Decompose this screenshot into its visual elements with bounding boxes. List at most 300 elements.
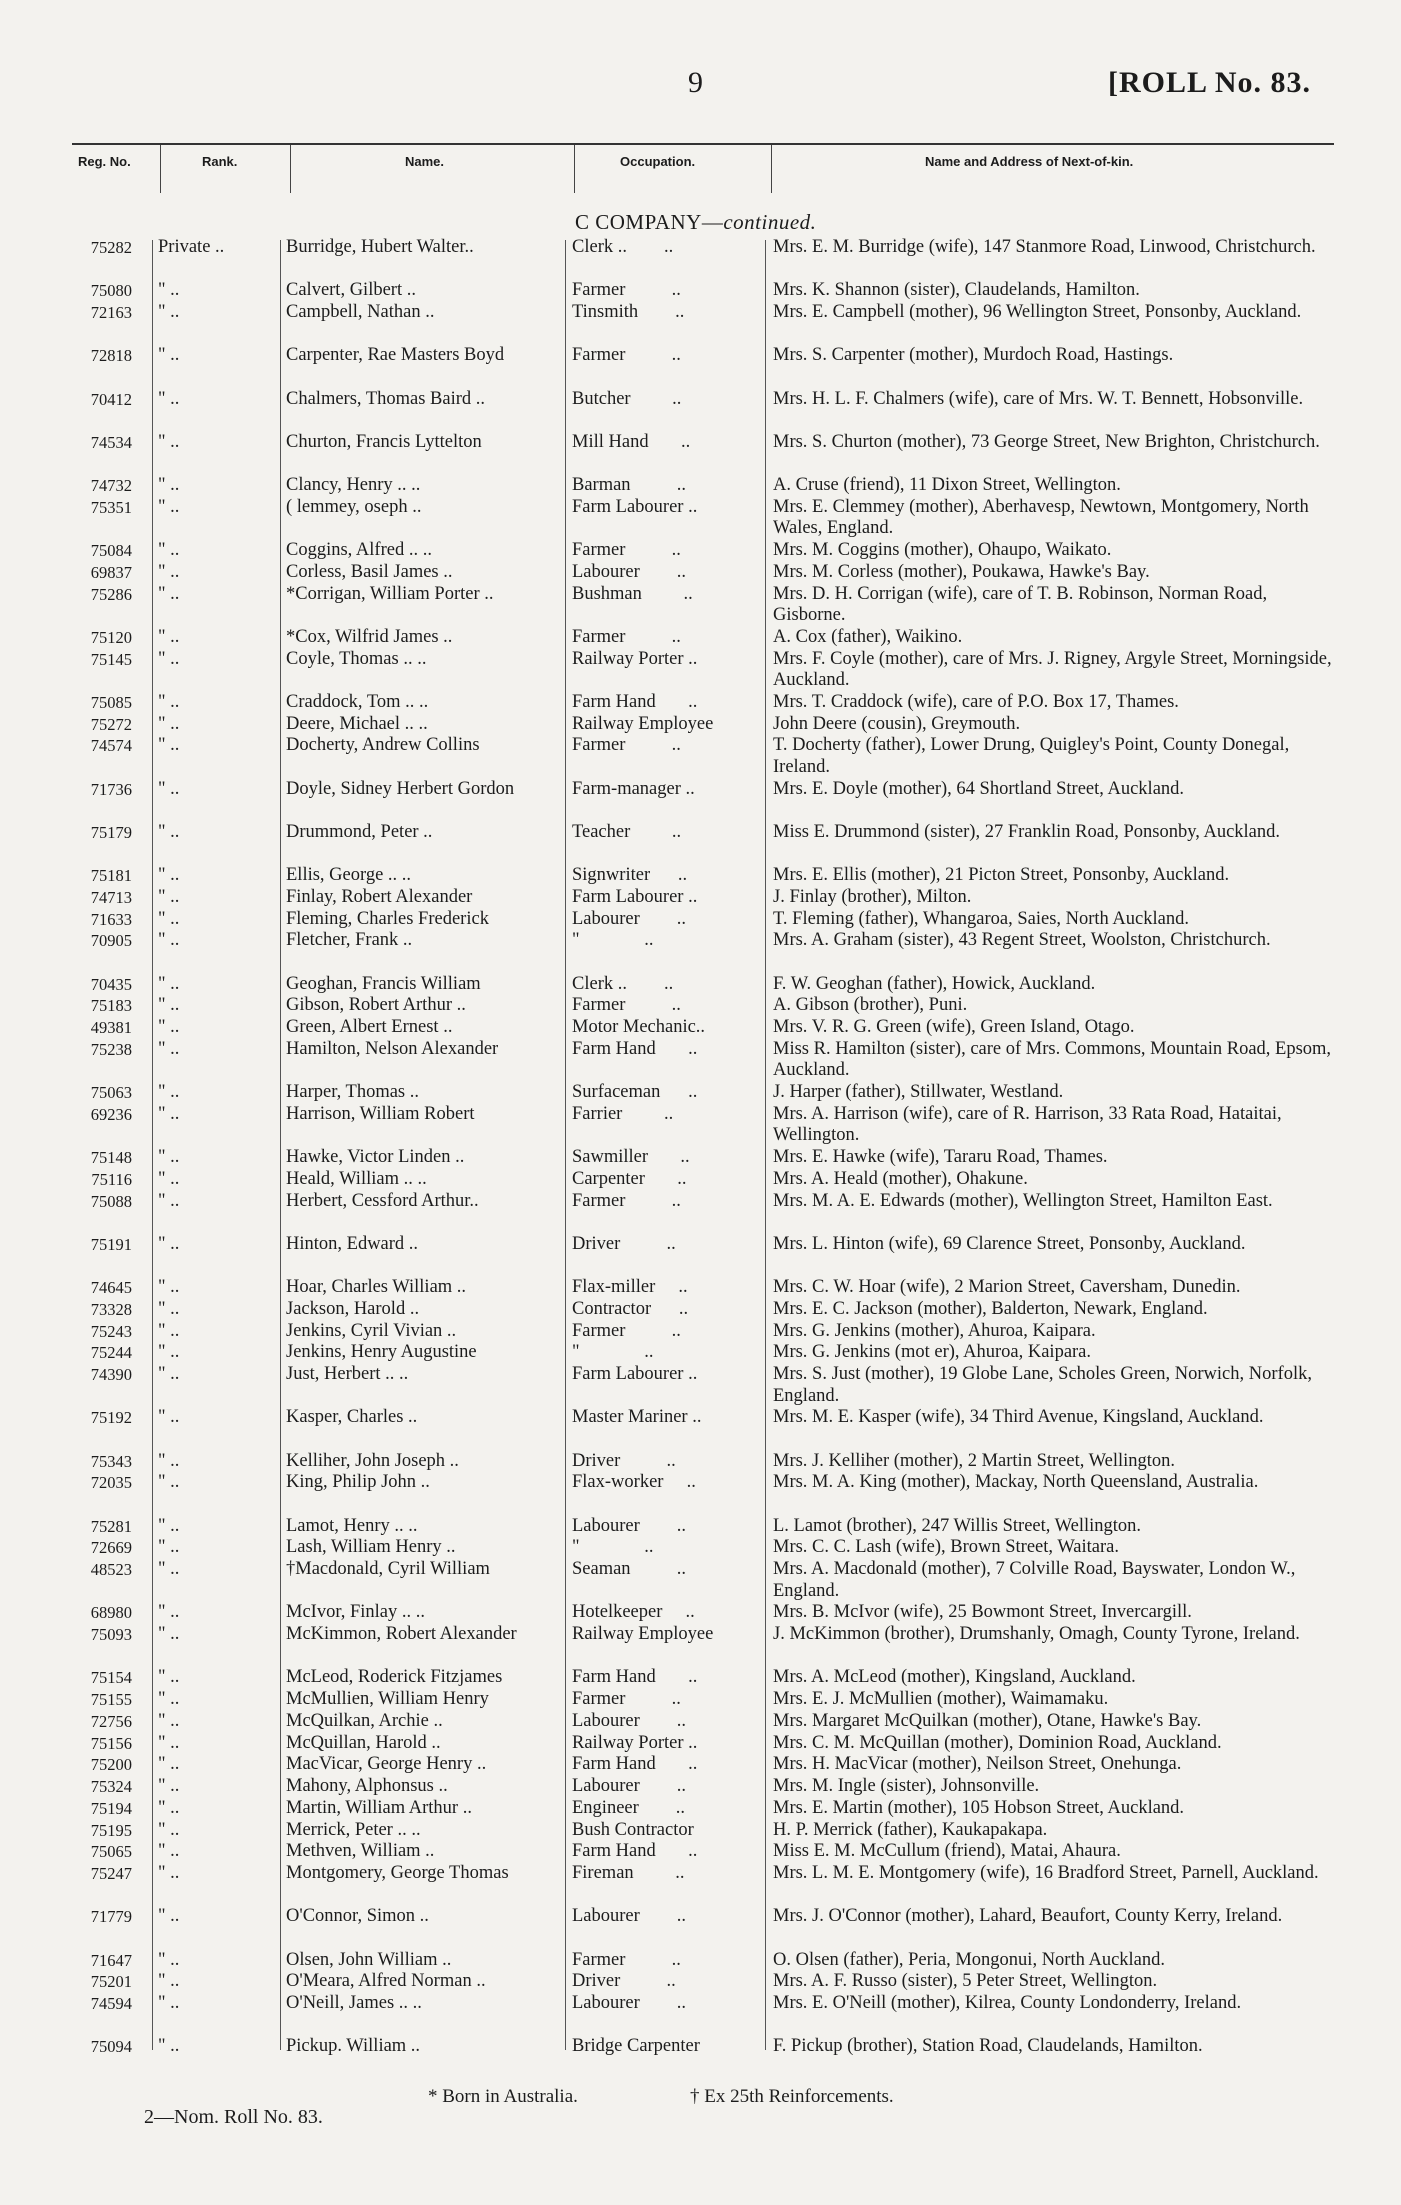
reg-no-cell: 75120	[90, 627, 132, 647]
reg-no-cell: 74732	[90, 476, 132, 495]
table-row	[0, 1277, 1401, 1299]
rank-cell: " ..	[158, 1732, 180, 1753]
occupation-cell: Labourer ..	[572, 1776, 687, 1796]
next-of-kin-cell: A. Gibson (brother), Puni.	[773, 995, 968, 1016]
occupation-cell: Fireman ..	[572, 1863, 685, 1883]
rank-cell: " ..	[158, 930, 180, 951]
reg-no-cell: 75244	[90, 1343, 132, 1363]
table-row	[0, 735, 1401, 778]
next-of-kin-cell: Mrs. A. Graham (sister), 43 Regent Street, Woolston, Christchurch.	[773, 930, 1271, 951]
reg-no-cell: 75272	[90, 714, 132, 734]
rank-cell: " ..	[158, 1906, 180, 1927]
next-of-kin-cell: Mrs. E. J. McMullien (mother), Waimamaku.	[773, 1689, 1109, 1709]
reg-no-cell: 74534	[90, 432, 132, 452]
rank-cell: " ..	[158, 280, 180, 301]
table-row	[0, 1147, 1401, 1169]
name-cell: Carpenter, Rae Masters Boyd	[286, 345, 505, 366]
occupation-cell: Clerk .. ..	[572, 973, 674, 994]
name-cell: Coyle, Thomas .. ..	[286, 648, 427, 669]
occupation-cell: Surfaceman ..	[572, 1082, 698, 1102]
table-row	[0, 1039, 1401, 1082]
occupation-cell: Hotelkeeper ..	[572, 1602, 695, 1623]
occupation-cell: Farmer ..	[572, 1689, 681, 1709]
reg-no-cell: 74390	[90, 1365, 132, 1384]
next-of-kin-cell: Mrs. J. Kelliher (mother), 2 Martin Street, Wellington.	[773, 1450, 1176, 1471]
name-cell: McMullien, William Henry	[286, 1689, 489, 1709]
reg-no-cell: 75183	[90, 996, 132, 1016]
table-row	[0, 389, 1401, 432]
rank-cell: " ..	[158, 1776, 180, 1796]
reg-no-cell: 71779	[90, 1907, 132, 1927]
rank-cell: " ..	[158, 1949, 180, 1970]
next-of-kin-cell: J. Harper (father), Stillwater, Westland.	[773, 1082, 1064, 1102]
rank-cell: " ..	[158, 1190, 180, 1211]
next-of-kin-cell: Mrs. G. Jenkins (mot er), Ahuroa, Kaipara.	[773, 1342, 1092, 1363]
next-of-kin-cell: Mrs. L. Hinton (wife), 69 Clarence Street, Ponsonby, Auckland.	[773, 1233, 1246, 1254]
table-row	[0, 1516, 1401, 1538]
occupation-cell: Farm Labourer ..	[572, 886, 698, 907]
occupation-cell: Barman ..	[572, 475, 687, 495]
next-of-kin-cell: Miss R. Hamilton (sister), care of Mrs. Commons, Mountain Road, Epsom, Auckland.	[773, 1038, 1332, 1081]
table-row	[0, 1191, 1401, 1234]
next-of-kin-cell: Mrs. M. A. King (mother), Mackay, North Queensland, Australia.	[773, 1472, 1259, 1493]
rank-cell: " ..	[158, 1277, 180, 1297]
occupation-cell: Railway Porter ..	[572, 1732, 698, 1753]
header-divider	[574, 145, 575, 193]
next-of-kin-cell: Mrs. C. M. McQuillan (mother), Dominion Road, Auckland.	[773, 1732, 1222, 1753]
occupation-cell: " ..	[572, 1537, 654, 1558]
rank-cell: " ..	[158, 388, 180, 409]
name-cell: Green, Albert Ernest ..	[286, 1017, 453, 1037]
occupation-cell: Clerk .. ..	[572, 237, 674, 257]
table-row	[0, 887, 1401, 909]
name-cell: Doyle, Sidney Herbert Gordon	[286, 778, 515, 799]
next-of-kin-cell: J. Finlay (brother), Milton.	[773, 886, 972, 907]
reg-no-cell: 70905	[90, 931, 132, 951]
table-row	[0, 345, 1401, 388]
table-row	[0, 714, 1401, 736]
table-row	[0, 1169, 1401, 1191]
reg-no-cell: 71633	[90, 909, 132, 929]
table-row	[0, 1407, 1401, 1450]
table-row	[0, 2036, 1401, 2058]
name-cell: *Cox, Wilfrid James ..	[286, 626, 453, 647]
rank-cell: " ..	[158, 865, 180, 885]
reg-no-cell: 75194	[90, 1798, 132, 1818]
reg-no-cell: 75093	[90, 1625, 132, 1644]
name-cell: Campbell, Nathan ..	[286, 302, 435, 322]
name-cell: MacVicar, George Henry ..	[286, 1754, 487, 1775]
name-cell: Olsen, John William ..	[286, 1949, 452, 1970]
footnote-born-australia: * Born in Australia.	[428, 2086, 578, 2107]
name-cell: Hinton, Edward ..	[286, 1233, 419, 1254]
next-of-kin-cell: F. Pickup (brother), Station Road, Claudelands, Hamilton.	[773, 2036, 1203, 2057]
name-cell: Churton, Francis Lyttelton	[286, 431, 482, 452]
reg-no-cell: 75063	[90, 1083, 132, 1102]
rank-cell: " ..	[158, 1342, 180, 1363]
name-cell: Chalmers, Thomas Baird ..	[286, 388, 486, 409]
occupation-cell: Labourer ..	[572, 1515, 687, 1536]
table-row	[0, 1082, 1401, 1104]
rank-cell: " ..	[158, 1472, 180, 1493]
table-row	[0, 1624, 1401, 1667]
name-cell: Jenkins, Cyril Vivian ..	[286, 1320, 457, 1341]
rank-cell: " ..	[158, 1624, 180, 1644]
occupation-cell: Farm Labourer ..	[572, 496, 698, 517]
occupation-cell: Farmer ..	[572, 345, 681, 366]
name-cell: McQuillan, Harold ..	[286, 1732, 441, 1753]
next-of-kin-cell: O. Olsen (father), Peria, Mongonui, North Auckland.	[773, 1949, 1166, 1970]
rank-cell: " ..	[158, 626, 180, 647]
table-row	[0, 692, 1401, 714]
header-divider	[290, 145, 291, 193]
name-cell: Coggins, Alfred .. ..	[286, 540, 432, 560]
name-cell: Clancy, Henry .. ..	[286, 475, 421, 495]
next-of-kin-cell: Miss E. M. McCullum (friend), Matai, Ahaura.	[773, 1841, 1121, 1862]
table-row	[0, 1104, 1401, 1147]
reg-no-cell: 75154	[90, 1668, 132, 1688]
name-cell: McLeod, Roderick Fitzjames	[286, 1667, 503, 1688]
next-of-kin-cell: Mrs. A. McLeod (mother), Kingsland, Auckland.	[773, 1667, 1136, 1688]
reg-no-cell: 71647	[90, 1950, 132, 1970]
reg-no-cell: 75084	[90, 541, 132, 560]
next-of-kin-cell: Mrs. B. McIvor (wife), 25 Bowmont Street, Invercargill.	[773, 1602, 1192, 1623]
name-cell: O'Neill, James .. ..	[286, 1993, 422, 2013]
occupation-cell: Farm Hand ..	[572, 1667, 698, 1688]
name-cell: Calvert, Gilbert ..	[286, 280, 416, 301]
name-cell: Lamot, Henry .. ..	[286, 1515, 418, 1536]
rank-cell: " ..	[158, 1147, 180, 1167]
next-of-kin-cell: F. W. Geoghan (father), Howick, Auckland.	[773, 973, 1096, 994]
name-cell: McQuilkan, Archie ..	[286, 1710, 443, 1731]
next-of-kin-cell: Mrs. E. Hawke (wife), Tararu Road, Thames.	[773, 1147, 1108, 1167]
occupation-cell: Farm Hand ..	[572, 691, 698, 712]
table-row	[0, 1711, 1401, 1733]
next-of-kin-cell: Mrs. S. Just (mother), 19 Globe Lane, Scholes Green, Norwich, Norfolk, England.	[773, 1364, 1312, 1406]
roll-reference: [ROLL No. 83.	[1108, 66, 1312, 99]
name-cell: Craddock, Tom .. ..	[286, 691, 429, 712]
next-of-kin-cell: Mrs. H. L. F. Chalmers (wife), care of Mrs. W. T. Bennett, Hobsonville.	[773, 388, 1304, 409]
rank-cell: " ..	[158, 1450, 180, 1471]
occupation-cell: Bush Contractor	[572, 1819, 694, 1840]
table-row	[0, 432, 1401, 475]
occupation-cell: Railway Porter ..	[572, 648, 698, 669]
reg-no-cell: 75324	[90, 1777, 132, 1796]
next-of-kin-cell: Mrs. E. Campbell (mother), 96 Wellington Street, Ponsonby, Auckland.	[773, 302, 1302, 322]
header-occupation: Occupation.	[620, 154, 696, 169]
next-of-kin-cell: Mrs. E. O'Neill (mother), Kilrea, County Londonderry, Ireland.	[773, 1993, 1242, 2013]
occupation-cell: Railway Employee	[572, 1624, 714, 1644]
next-of-kin-cell: Mrs. K. Shannon (sister), Claudelands, Hamilton.	[773, 280, 1140, 301]
reg-no-cell: 74594	[90, 1994, 132, 2013]
section-title	[575, 210, 816, 235]
name-cell: Fleming, Charles Frederick	[286, 908, 489, 929]
rank-cell: " ..	[158, 583, 180, 604]
occupation-cell: Farmer ..	[572, 1949, 681, 1970]
name-cell: Herbert, Cessford Arthur..	[286, 1190, 479, 1211]
occupation-cell: Tinsmith ..	[572, 302, 685, 322]
reg-no-cell: 75201	[90, 1972, 132, 1992]
name-cell: O'Connor, Simon ..	[286, 1906, 429, 1927]
rank-cell: " ..	[158, 1754, 180, 1775]
table-row	[0, 280, 1401, 302]
reg-no-cell: 71736	[90, 779, 132, 799]
rank-cell: " ..	[158, 540, 180, 560]
name-cell: Methven, William ..	[286, 1841, 435, 1862]
table-row	[0, 909, 1401, 931]
rank-cell: " ..	[158, 1298, 180, 1319]
next-of-kin-cell: Mrs. G. Jenkins (mother), Ahuroa, Kaipara.	[773, 1320, 1096, 1341]
table-row	[0, 562, 1401, 584]
table-row	[0, 497, 1401, 540]
occupation-cell: Farmer ..	[572, 995, 681, 1016]
occupation-cell: Railway Employee	[572, 713, 714, 734]
table-row	[0, 1841, 1401, 1863]
table-row	[0, 1364, 1401, 1407]
rank-cell: " ..	[158, 1537, 180, 1558]
reg-no-cell: 75181	[90, 866, 132, 885]
rank-cell: " ..	[158, 735, 180, 756]
reg-no-cell: 68980	[90, 1603, 132, 1623]
reg-no-cell: 49381	[90, 1018, 132, 1037]
next-of-kin-cell: J. McKimmon (brother), Drumshanly, Omagh, County Tyrone, Ireland.	[773, 1624, 1300, 1644]
rank-cell: " ..	[158, 1017, 180, 1037]
name-cell: McIvor, Finlay .. ..	[286, 1602, 426, 1623]
occupation-cell: Labourer ..	[572, 908, 687, 929]
table-row	[0, 1906, 1401, 1949]
name-cell: Finlay, Robert Alexander	[286, 886, 473, 907]
next-of-kin-cell: T. Fleming (father), Whangaroa, Saies, North Auckland.	[773, 908, 1189, 929]
table-row	[0, 995, 1401, 1017]
next-of-kin-cell: Mrs. E. Martin (mother), 105 Hobson Street, Auckland.	[773, 1797, 1185, 1818]
next-of-kin-cell: H. P. Merrick (father), Kaukapakapa.	[773, 1819, 1048, 1840]
occupation-cell: Labourer ..	[572, 1906, 687, 1927]
table-row	[0, 865, 1401, 887]
rank-cell: " ..	[158, 908, 180, 929]
occupation-cell: Sawmiller ..	[572, 1147, 690, 1167]
rank-cell: " ..	[158, 1407, 180, 1428]
table-row	[0, 974, 1401, 996]
table-row	[0, 649, 1401, 692]
table-row	[0, 1820, 1401, 1842]
next-of-kin-cell: Mrs. M. Coggins (mother), Ohaupo, Waikato.	[773, 540, 1112, 560]
reg-no-cell: 75286	[90, 584, 132, 604]
rank-cell: " ..	[158, 475, 180, 495]
name-cell: Kelliher, John Joseph ..	[286, 1450, 459, 1471]
next-of-kin-cell: Mrs. E. Ellis (mother), 21 Picton Street, Ponsonby, Auckland.	[773, 865, 1230, 885]
reg-no-cell: 75145	[90, 649, 132, 669]
name-cell: Gibson, Robert Arthur ..	[286, 995, 466, 1016]
occupation-cell: Farmer ..	[572, 1190, 681, 1211]
next-of-kin-cell: A. Cox (father), Waikino.	[773, 626, 963, 647]
occupation-cell: Flax-miller ..	[572, 1277, 688, 1297]
next-of-kin-cell: Mrs. M. E. Kasper (wife), 34 Third Avenue, Kingsland, Auckland.	[773, 1407, 1264, 1428]
header-divider	[771, 145, 772, 193]
occupation-cell: Butcher ..	[572, 388, 682, 409]
nominal-roll-number: 2—Nom. Roll No. 83.	[144, 2106, 323, 2128]
occupation-cell: Farm-manager ..	[572, 778, 695, 799]
occupation-cell: Driver ..	[572, 1233, 676, 1254]
reg-no-cell: 75282	[90, 238, 132, 257]
reg-no-cell: 75065	[90, 1842, 132, 1862]
occupation-cell: Teacher ..	[572, 821, 682, 842]
name-cell: Corless, Basil James ..	[286, 561, 453, 582]
table-row	[0, 1342, 1401, 1364]
table-row	[0, 1017, 1401, 1039]
reg-no-cell: 75281	[90, 1516, 132, 1536]
occupation-cell: Labourer ..	[572, 561, 687, 582]
rank-cell: " ..	[158, 1689, 180, 1709]
name-cell: Hawke, Victor Linden ..	[286, 1147, 465, 1167]
reg-no-cell: 75243	[90, 1321, 132, 1341]
table-row	[0, 1689, 1401, 1711]
occupation-cell: Farmer ..	[572, 626, 681, 647]
table-row	[0, 1472, 1401, 1515]
next-of-kin-cell: Mrs. F. Coyle (mother), care of Mrs. J. Rigney, Argyle Street, Morningside, Auckland.	[773, 648, 1332, 690]
table-row	[0, 302, 1401, 345]
name-cell: Just, Herbert .. ..	[286, 1364, 409, 1384]
company-name: C COMPANY—	[575, 210, 724, 234]
name-cell: Harrison, William Robert	[286, 1103, 475, 1124]
continued-label: continued.	[723, 210, 817, 234]
name-cell: Harper, Thomas ..	[286, 1082, 420, 1102]
rank-cell: " ..	[158, 496, 180, 517]
occupation-cell: Farrier ..	[572, 1103, 674, 1124]
next-of-kin-cell: T. Docherty (father), Lower Drung, Quigley's Point, County Donegal, Ireland.	[773, 735, 1290, 777]
table-row	[0, 1451, 1401, 1473]
name-cell: Hamilton, Nelson Alexander	[286, 1038, 499, 1059]
occupation-cell: Labourer ..	[572, 1710, 687, 1731]
table-row	[0, 1754, 1401, 1776]
table-row	[0, 475, 1401, 497]
reg-no-cell: 75179	[90, 822, 132, 842]
next-of-kin-cell: Mrs. A. Heald (mother), Ohakune.	[773, 1168, 1028, 1189]
reg-no-cell: 70412	[90, 389, 132, 409]
name-cell: Deere, Michael .. ..	[286, 713, 428, 734]
table-row	[0, 1299, 1401, 1321]
occupation-cell: Carpenter ..	[572, 1168, 687, 1189]
reg-no-cell: 74713	[90, 887, 132, 907]
name-cell: Geoghan, Francis William	[286, 973, 481, 994]
next-of-kin-cell: Mrs. E. Doyle (mother), 64 Shortland Street, Auckland.	[773, 778, 1185, 799]
rank-cell: " ..	[158, 691, 180, 712]
rank-cell: " ..	[158, 778, 180, 799]
rank-cell: " ..	[158, 561, 180, 582]
reg-no-cell: 74645	[90, 1278, 132, 1297]
rank-cell: " ..	[158, 713, 180, 734]
rank-cell: " ..	[158, 1320, 180, 1341]
name-cell: Montgomery, George Thomas	[286, 1863, 509, 1883]
header-rank: Rank.	[202, 154, 238, 169]
reg-no-cell: 72163	[90, 303, 132, 322]
table-row	[0, 1798, 1401, 1820]
next-of-kin-cell: Mrs. T. Craddock (wife), care of P.O. Box 17, Thames.	[773, 691, 1179, 712]
reg-no-cell: 75192	[90, 1408, 132, 1428]
next-of-kin-cell: Mrs. S. Carpenter (mother), Murdoch Road, Hastings.	[773, 345, 1174, 366]
occupation-cell: Farmer ..	[572, 735, 681, 756]
reg-no-cell: 75116	[91, 1169, 132, 1189]
occupation-cell: " ..	[572, 930, 654, 951]
next-of-kin-cell: Mrs. C. W. Hoar (wife), 2 Marion Street, Caversham, Dunedin.	[773, 1277, 1241, 1297]
occupation-cell: Labourer ..	[572, 1993, 687, 2013]
next-of-kin-cell: Mrs. A. Macdonald (mother), 7 Colville Road, Bayswater, London W., England.	[773, 1559, 1296, 1601]
reg-no-cell: 73328	[90, 1299, 132, 1319]
reg-no-cell: 75238	[90, 1039, 132, 1059]
rank-cell: " ..	[158, 1863, 180, 1883]
name-cell: Kasper, Charles ..	[286, 1407, 418, 1428]
header-rule	[72, 143, 1334, 145]
occupation-cell: Bushman ..	[572, 583, 693, 604]
rank-cell: " ..	[158, 431, 180, 452]
next-of-kin-cell: L. Lamot (brother), 247 Willis Street, Wellington.	[773, 1515, 1142, 1536]
name-cell: ( lemmey, oseph ..	[286, 496, 422, 517]
table-row	[0, 822, 1401, 865]
next-of-kin-cell: Mrs. C. C. Lash (wife), Brown Street, Waitara.	[773, 1537, 1119, 1558]
rank-cell: " ..	[158, 1602, 180, 1623]
table-row	[0, 1537, 1401, 1559]
occupation-cell: Seaman ..	[572, 1559, 687, 1579]
name-cell: Docherty, Andrew Collins	[286, 735, 480, 756]
occupation-cell: Engineer ..	[572, 1797, 686, 1818]
name-cell: Lash, William Henry ..	[286, 1537, 456, 1558]
rank-cell: Private ..	[158, 237, 225, 257]
name-cell: Heald, William .. ..	[286, 1168, 427, 1189]
next-of-kin-cell: Mrs. A. F. Russo (sister), 5 Peter Street, Wellington.	[773, 1971, 1158, 1992]
rank-cell: " ..	[158, 1168, 180, 1189]
rank-cell: " ..	[158, 1841, 180, 1862]
reg-no-cell: 72818	[90, 346, 132, 366]
rank-cell: " ..	[158, 995, 180, 1016]
rank-cell: " ..	[158, 1082, 180, 1102]
next-of-kin-cell: Mrs. A. Harrison (wife), care of R. Harrison, 33 Rata Road, Hataitai, Wellington.	[773, 1103, 1282, 1146]
page-number: 9	[688, 66, 703, 99]
header-reg-no: Reg. No.	[78, 154, 131, 169]
name-cell: Jenkins, Henry Augustine	[286, 1342, 477, 1363]
table-row	[0, 237, 1401, 280]
next-of-kin-cell: Miss E. Drummond (sister), 27 Franklin Road, Ponsonby, Auckland.	[773, 821, 1281, 842]
next-of-kin-cell: Mrs. S. Churton (mother), 73 George Street, New Brighton, Christchurch.	[773, 431, 1320, 452]
rank-cell: " ..	[158, 1993, 180, 2013]
occupation-cell: Farm Labourer ..	[572, 1364, 698, 1384]
name-cell: O'Meara, Alfred Norman ..	[286, 1971, 486, 1992]
rank-cell: " ..	[158, 302, 180, 322]
occupation-cell: Bridge Carpenter	[572, 2036, 700, 2057]
next-of-kin-cell: Mrs. M. A. E. Edwards (mother), Wellington Street, Hamilton East.	[773, 1190, 1273, 1211]
header-divider	[160, 145, 161, 193]
name-cell: Merrick, Peter .. ..	[286, 1819, 421, 1840]
reg-no-cell: 72035	[90, 1473, 132, 1493]
reg-no-cell: 75351	[90, 497, 132, 517]
occupation-cell: Mill Hand ..	[572, 431, 691, 452]
reg-no-cell: 75080	[90, 281, 132, 301]
occupation-cell: Farmer ..	[572, 280, 681, 301]
rank-cell: " ..	[158, 1971, 180, 1992]
next-of-kin-cell: Mrs. E. C. Jackson (mother), Balderton, Newark, England.	[773, 1298, 1208, 1319]
name-cell: Jackson, Harold ..	[286, 1298, 420, 1319]
table-row	[0, 1602, 1401, 1624]
next-of-kin-cell: Mrs. E. M. Burridge (wife), 147 Stanmore Road, Linwood, Christchurch.	[773, 237, 1316, 257]
reg-no-cell: 75195	[90, 1820, 132, 1840]
table-row	[0, 1863, 1401, 1906]
occupation-cell: Motor Mechanic..	[572, 1017, 706, 1037]
table-row	[0, 930, 1401, 973]
occupation-cell: Farmer ..	[572, 540, 681, 560]
name-cell: *Corrigan, William Porter ..	[286, 583, 494, 604]
reg-no-cell: 48523	[90, 1560, 132, 1579]
rank-cell: " ..	[158, 648, 180, 669]
name-cell: †Macdonald, Cyril William	[286, 1559, 490, 1579]
table-row	[0, 540, 1401, 562]
